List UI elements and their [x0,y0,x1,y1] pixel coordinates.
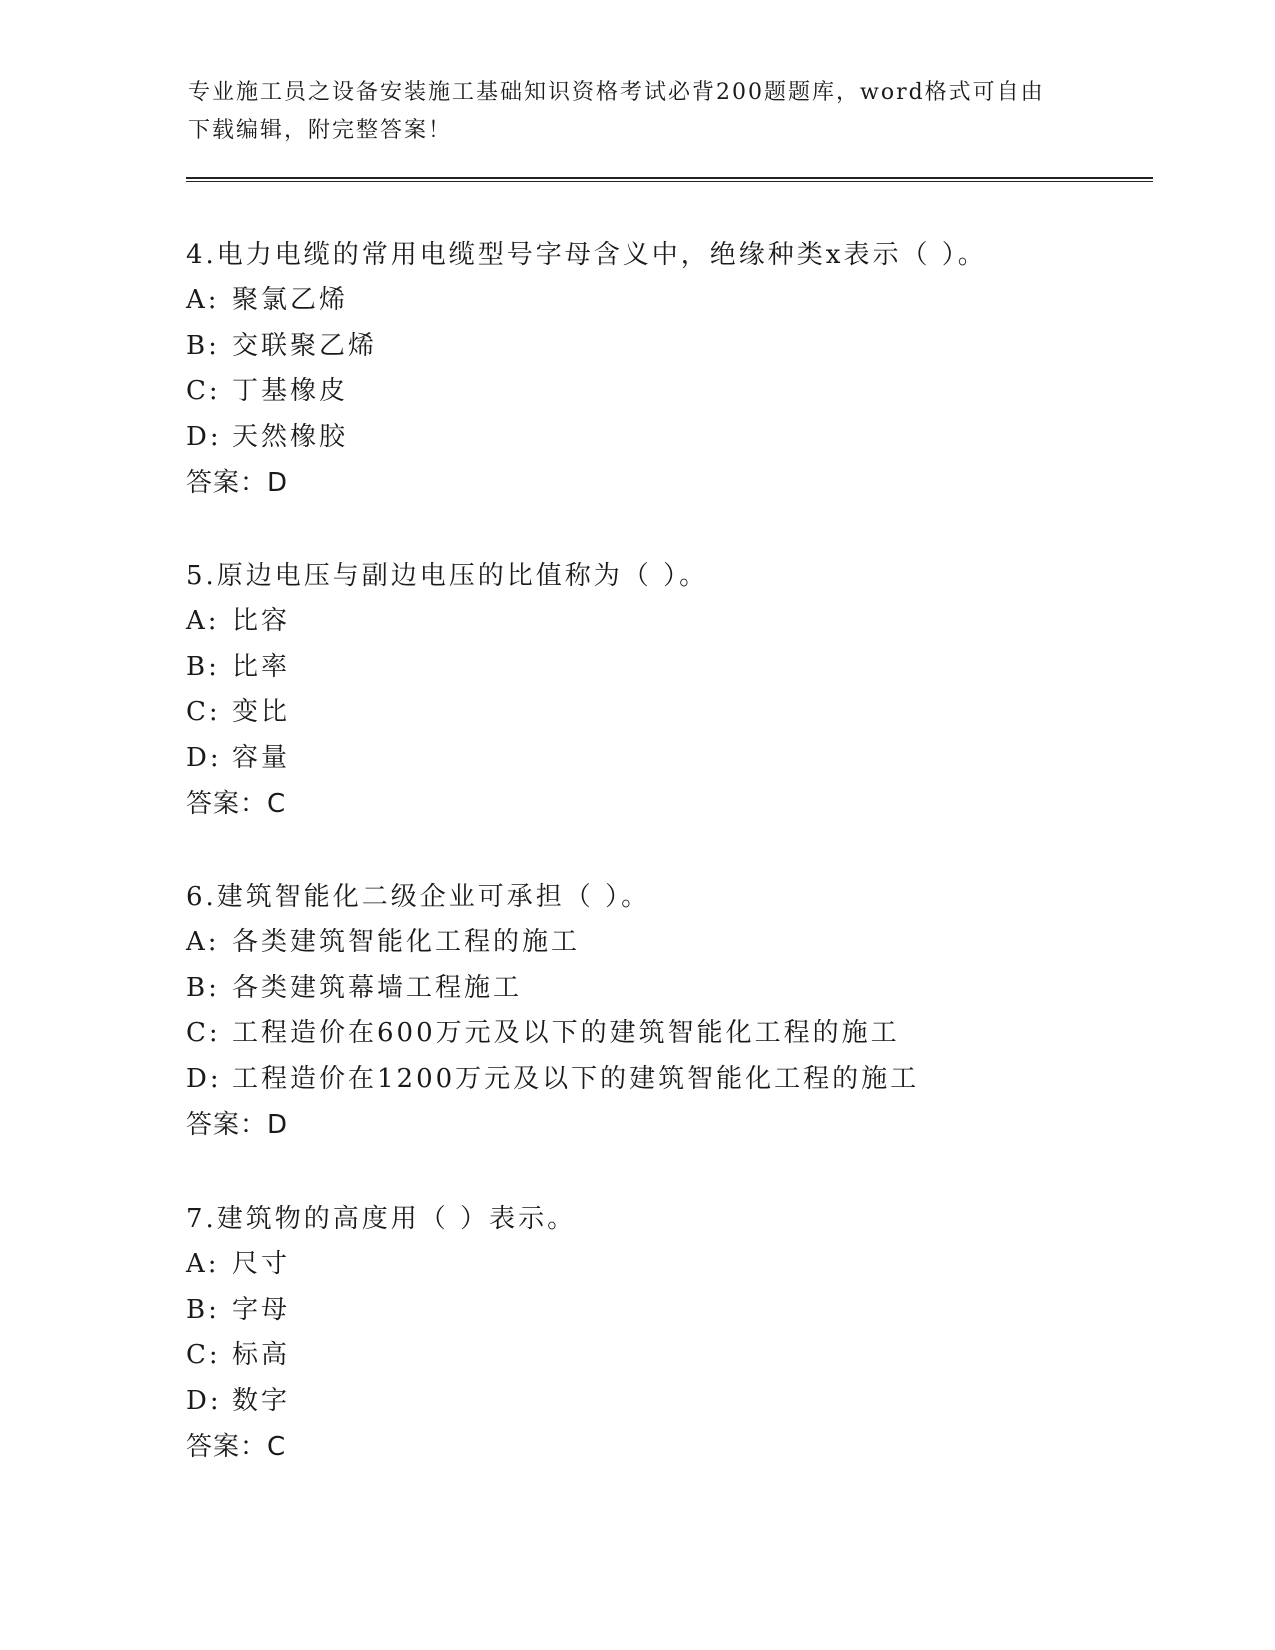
option-text: 丁基橡皮 [232,376,349,406]
option-key: D: [186,1063,222,1094]
option-a [186,278,1186,324]
option-text: 标高 [232,1340,291,1370]
option-b [186,324,1186,370]
option-text: 各类建筑智能化工程的施工 [232,927,581,957]
option-d [186,736,1186,782]
option-text: 容量 [232,742,291,773]
header-divider-thin [186,181,1153,182]
option-key: A: [186,927,220,957]
option-key: D: [186,742,222,773]
option-a [186,1242,1186,1288]
option-text: 交联聚乙烯 [232,330,378,361]
answer-line: 答案：C [186,789,287,819]
answer-line: 答案：C [186,1432,287,1462]
header-line-1: 专业施工员之设备安装施工基础知识资格考试必背200题题库，word格式可自由 [188,80,1045,105]
question-block [186,1196,1186,1470]
option-d [186,1057,1186,1103]
header-divider-thick [186,177,1153,179]
option-b [186,966,1186,1012]
option-d [186,1379,1186,1425]
option-text: 比率 [232,651,291,682]
header-line-2: 下载编辑，附完整答案！ [188,118,453,143]
option-text: 工程造价在600万元及以下的建筑智能化工程的施工 [232,1018,900,1048]
option-key: A: [186,285,220,315]
option-key: C: [186,376,221,406]
option-key: B: [186,1294,220,1325]
option-c [186,690,1186,736]
option-text: 比容 [232,606,291,636]
option-key: B: [186,330,220,361]
option-key: C: [186,697,221,727]
option-key: C: [186,1018,221,1048]
option-key: B: [186,651,220,682]
question-stem: 7.建筑物的高度用（ ）表示。 [186,1204,577,1234]
question-block [186,553,1186,827]
option-text: 工程造价在1200万元及以下的建筑智能化工程的施工 [232,1063,920,1094]
document-header [188,74,1068,150]
question-stem: 6.建筑智能化二级企业可承担（ ）。 [186,882,651,912]
option-key: C: [186,1340,221,1370]
option-text: 尺寸 [232,1249,291,1279]
answer-line: 答案：D [186,1110,289,1140]
option-text: 聚氯乙烯 [232,285,349,315]
option-c [186,369,1186,415]
option-b [186,1288,1186,1334]
answer-line: 答案：D [186,468,289,498]
option-key: D: [186,1385,222,1416]
option-d [186,415,1186,461]
option-text: 数字 [232,1385,291,1416]
option-text: 天然橡胶 [232,421,349,452]
question-stem: 5.原边电压与副边电压的比值称为（ ）。 [186,561,709,591]
option-a [186,599,1186,645]
option-c [186,1011,1186,1057]
option-text: 变比 [232,697,291,727]
option-c [186,1333,1186,1379]
option-key: A: [186,606,220,636]
question-stem: 4.电力电缆的常用电缆型号字母含义中，绝缘种类x表示（ ）。 [186,240,987,270]
option-text: 字母 [232,1294,291,1325]
question-block [186,232,1186,506]
option-text: 各类建筑幕墙工程施工 [232,972,523,1003]
option-key: A: [186,1249,220,1279]
question-block [186,874,1186,1148]
option-b [186,645,1186,691]
option-a [186,920,1186,966]
option-key: D: [186,421,222,452]
option-key: B: [186,972,220,1003]
